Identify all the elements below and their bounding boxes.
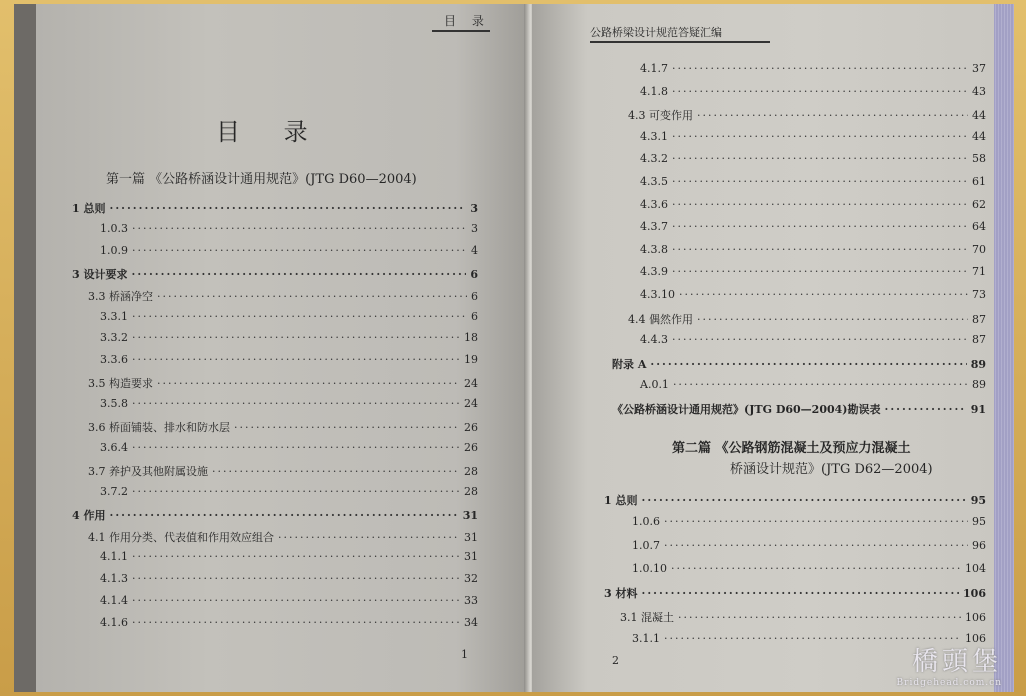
toc-entry-label: 4.1.8 (640, 84, 668, 98)
toc-entry-page: 64 (972, 220, 986, 234)
toc-entry-label: 4.3.9 (640, 265, 668, 279)
toc-entry-page: 106 (965, 610, 986, 624)
toc-row (100, 594, 478, 607)
right-folio: 2 (612, 654, 619, 667)
toc-entry-label: 1.0.7 (632, 538, 660, 552)
leader-dots (672, 130, 968, 143)
leader-dots (132, 397, 460, 410)
toc-entry-label: 3.5.8 (100, 397, 128, 411)
right-page (532, 4, 994, 692)
part-one-title: 第一篇 《公路桥涵设计通用规范》(JTG D60—2004) (106, 172, 417, 187)
toc-entry-page: 33 (464, 594, 478, 608)
toc-entry-page: 31 (464, 530, 478, 544)
leader-dots (234, 421, 460, 434)
toc-row (100, 485, 478, 498)
toc-entry-page: 24 (464, 377, 478, 391)
leader-dots (884, 403, 966, 416)
toc-entry-label: 1.0.6 (632, 515, 660, 529)
leader-dots (664, 539, 968, 552)
toc-entry-page: 43 (972, 84, 986, 98)
leader-dots (132, 572, 460, 585)
toc-entry-page: 26 (464, 421, 478, 434)
toc-entry-label: 4.3 可变作用 (628, 109, 693, 123)
toc-row (640, 62, 986, 75)
toc-entry-page: 106 (963, 587, 986, 601)
toc-entry-label: 1.0.10 (632, 561, 667, 575)
toc-row (100, 441, 478, 454)
toc-row (100, 550, 478, 563)
leader-dots (132, 550, 460, 563)
toc-entry-page: 96 (972, 538, 986, 552)
right-header-rule (590, 41, 770, 43)
toc-entry-page: 34 (464, 616, 478, 630)
toc-row (100, 353, 478, 366)
leader-dots (697, 109, 968, 122)
toc-row (640, 198, 986, 211)
toc-entry-label: 3.1 混凝土 (620, 610, 674, 624)
toc-row (640, 85, 986, 98)
toc-entry-page: 71 (972, 265, 986, 279)
toc-row (632, 515, 986, 528)
left-running-head: 目 录 (444, 14, 490, 28)
toc-row (88, 463, 478, 479)
toc-entry-page: 6 (470, 267, 478, 281)
toc-entry-label: 4.3.2 (640, 152, 668, 166)
toc-entry-page: 3 (470, 202, 478, 215)
toc-entry-label: 3.1.1 (632, 631, 660, 645)
toc-entry-page: 91 (970, 403, 986, 416)
toc-entry-label: 《公路桥涵设计通用规范》(JTG D60—2004)勘误表 (612, 403, 881, 416)
toc-entry-page: 87 (972, 312, 986, 326)
leader-dots (132, 594, 460, 607)
leader-dots (641, 587, 959, 600)
toc-entry-label: 4.1 作用分类、代表值和作用效应组合 (88, 530, 274, 544)
leader-dots (157, 290, 467, 303)
leader-dots (672, 243, 968, 256)
toc-entry-page: 73 (972, 288, 986, 301)
leader-dots (132, 353, 460, 366)
leader-dots (157, 377, 460, 390)
toc-entry-label: 4.1.4 (100, 594, 128, 608)
toc-entry-page: 104 (965, 561, 986, 575)
leader-dots (678, 611, 961, 624)
toc-entry-page: 44 (972, 109, 986, 123)
toc-row (620, 609, 986, 625)
leader-dots (131, 268, 466, 281)
toc-entry-page: 106 (965, 631, 986, 645)
toc-entry-page: 89 (972, 378, 986, 392)
leader-dots (672, 175, 968, 188)
toc-entry-label: 4.3.5 (640, 175, 668, 188)
toc-entry-label: 4.4.3 (640, 333, 668, 347)
toc-entry-page: 95 (972, 515, 986, 529)
toc-entry-page: 58 (972, 152, 986, 166)
left-header-rule (432, 30, 490, 32)
toc-entry-page: 19 (464, 353, 478, 367)
toc-row (612, 356, 986, 372)
leader-dots (697, 313, 968, 326)
toc-entry-label: 3.3.1 (100, 309, 128, 323)
toc-row (640, 243, 986, 256)
toc-entry-page: 28 (464, 484, 478, 498)
leader-dots (672, 85, 968, 98)
leader-dots (664, 515, 968, 528)
watermark-site: Bridgehead.com.cn (896, 678, 1002, 688)
toc-entry-page: 87 (972, 333, 986, 347)
leader-dots (650, 358, 966, 371)
toc-entry-label: 4.3.1 (640, 129, 668, 143)
toc-entry-label: 4.1.6 (100, 616, 128, 630)
toc-entry-label: 4.1.3 (100, 572, 128, 586)
toc-row (640, 220, 986, 233)
toc-row (612, 401, 986, 417)
toc-row (628, 311, 986, 327)
toc-row (88, 375, 478, 391)
leader-dots (672, 198, 968, 211)
leader-dots (132, 310, 467, 323)
leader-dots (671, 562, 961, 575)
toc-title: 目 录 (216, 118, 326, 146)
toc-entry-page: 4 (471, 243, 478, 257)
leader-dots (672, 333, 968, 346)
leader-dots (672, 220, 968, 233)
leader-dots (641, 494, 966, 507)
toc-row (640, 130, 986, 143)
leader-dots (672, 62, 968, 75)
toc-entry-label: 4.1.7 (640, 62, 668, 75)
toc-entry-label: 附录 A (612, 357, 647, 371)
leader-dots (109, 509, 458, 522)
toc-row (604, 585, 986, 601)
toc-row (100, 572, 478, 585)
toc-entry-page: 61 (972, 175, 986, 188)
toc-entry-label: 4.3.8 (640, 242, 668, 256)
site-watermark (897, 641, 1002, 688)
toc-entry-label: 4 作用 (72, 508, 106, 522)
toc-entry-label: 1 总则 (72, 202, 106, 215)
toc-row (88, 288, 478, 304)
leader-dots (672, 265, 968, 278)
toc-row (640, 378, 986, 391)
toc-row (640, 333, 986, 346)
toc-entry-page: 89 (970, 357, 986, 371)
right-running-head: 公路桥梁设计规范答疑汇编 (590, 26, 722, 39)
toc-entry-label: 3.6.4 (100, 440, 128, 454)
toc-row (88, 529, 478, 545)
toc-entry-page: 37 (972, 62, 986, 75)
toc-entry-label: 3.3.2 (100, 331, 128, 345)
toc-entry-label: 3.3.6 (100, 353, 128, 367)
toc-entry-page: 31 (462, 508, 478, 522)
open-book (14, 4, 1014, 692)
toc-row (640, 265, 986, 278)
toc-entry-page: 6 (471, 289, 478, 303)
toc-entry-page: 18 (464, 331, 478, 345)
toc-entry-page: 70 (972, 242, 986, 256)
toc-row (628, 107, 986, 123)
toc-row (100, 397, 478, 410)
leader-dots (132, 244, 467, 257)
toc-entry-label: 3.3 桥涵净空 (88, 289, 153, 303)
toc-entry-label: 1.0.9 (100, 243, 128, 257)
toc-entry-label: 4.1.1 (100, 550, 128, 564)
leader-dots (132, 331, 460, 344)
part-two-title-line2: 桥涵设计规范》(JTG D62—2004) (730, 462, 933, 477)
leader-dots (132, 222, 467, 235)
toc-row (640, 175, 986, 188)
toc-entry-label: 4.3.10 (640, 288, 675, 301)
toc-entry-label: 3.7 养护及其他附属设施 (88, 464, 208, 478)
toc-row (632, 539, 986, 552)
toc-row (72, 200, 478, 216)
toc-row (72, 266, 478, 282)
toc-row (604, 492, 986, 508)
toc-entry-page: 31 (464, 550, 478, 564)
leader-dots (132, 616, 460, 629)
leader-dots (672, 152, 968, 165)
toc-row (100, 222, 478, 235)
toc-entry-label: 1.0.3 (100, 221, 128, 235)
page-edges (994, 4, 1014, 692)
toc-entry-page: 44 (972, 129, 986, 143)
toc-entry-label: 4.4 偶然作用 (628, 312, 693, 326)
toc-entry-label: 3.6 桥面铺装、排水和防水层 (88, 421, 230, 434)
toc-entry-page: 32 (464, 572, 478, 586)
leader-dots (109, 202, 466, 215)
leader-dots (132, 441, 460, 454)
toc-entry-page: 6 (471, 309, 478, 323)
left-folio: 1 (461, 648, 468, 661)
leader-dots (212, 465, 460, 478)
toc-row (100, 310, 478, 323)
toc-entry-label: 4.3.6 (640, 197, 668, 211)
part-two-title-line1: 第二篇 《公路钢筋混凝土及预应力混凝土 (672, 441, 911, 456)
toc-entry-page: 26 (464, 440, 478, 454)
toc-row (100, 331, 478, 344)
toc-entry-page: 28 (464, 464, 478, 478)
toc-entry-label: 4.3.7 (640, 220, 668, 234)
toc-entry-label: 1 总则 (604, 494, 638, 507)
toc-row (640, 152, 986, 165)
toc-entry-page: 95 (970, 494, 986, 507)
toc-entry-label: 3.5 构造要求 (88, 377, 153, 391)
watermark-logo: 橋頭堡 (911, 647, 1002, 677)
toc-entry-label: 3 设计要求 (72, 267, 128, 281)
toc-entry-page: 24 (464, 397, 478, 411)
toc-entry-label: 3.7.2 (100, 484, 128, 498)
toc-entry-page: 3 (471, 221, 478, 235)
toc-row (640, 288, 986, 301)
toc-entry-label: A.0.1 (640, 378, 669, 392)
leader-dots (132, 485, 460, 498)
toc-entry-page: 62 (972, 197, 986, 211)
toc-row (100, 616, 478, 629)
toc-row (88, 419, 478, 435)
toc-entry-label: 3 材料 (604, 587, 638, 601)
toc-row (632, 562, 986, 575)
toc-row (72, 507, 478, 523)
leader-dots (278, 531, 460, 544)
toc-row (100, 244, 478, 257)
left-page (36, 4, 530, 692)
leader-dots (673, 378, 968, 391)
leader-dots (679, 288, 968, 301)
